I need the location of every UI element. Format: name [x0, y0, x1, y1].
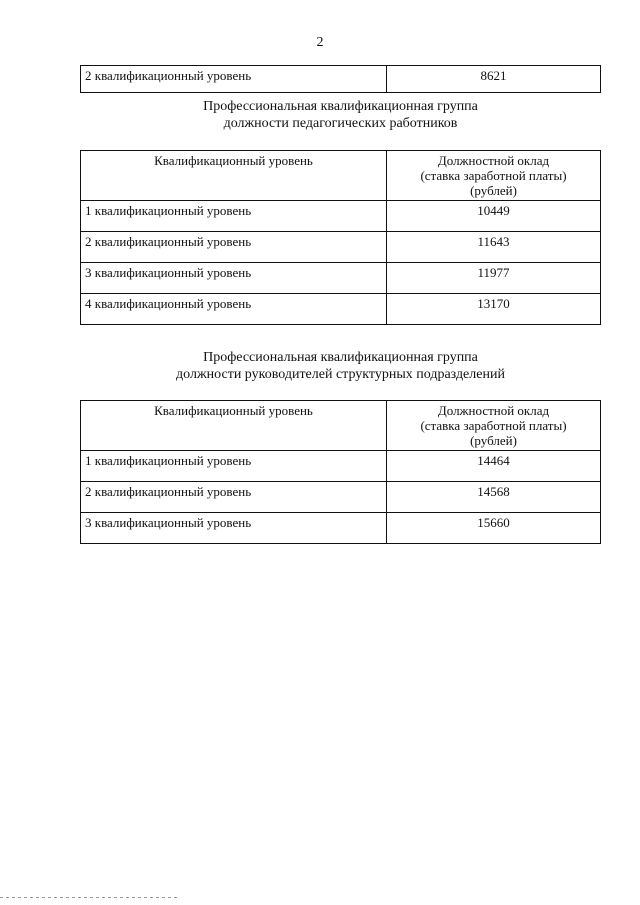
table-row	[81, 451, 601, 482]
salary-cell: 13170	[387, 294, 601, 325]
level-cell: 3 квалификационный уровень	[81, 263, 387, 294]
header-line: (ставка заработной платы)	[420, 168, 567, 183]
header-line: (ставка заработной платы)	[420, 418, 567, 433]
salary-cell: 14568	[387, 482, 601, 513]
column-header-salary	[387, 151, 601, 201]
heading-line: должности педагогических работников	[223, 116, 458, 131]
salary-cell: 10449	[387, 201, 601, 232]
managers-salary-table	[80, 400, 601, 544]
section-heading-pedagogical	[80, 98, 601, 132]
heading-line: Профессиональная квалификационная группа	[203, 99, 478, 114]
level-cell: 2 квалификационный уровень	[81, 66, 387, 93]
table-header-row	[81, 151, 601, 201]
level-cell: 2 квалификационный уровень	[81, 232, 387, 263]
level-cell: 2 квалификационный уровень	[81, 482, 387, 513]
level-cell: 1 квалификационный уровень	[81, 451, 387, 482]
header-line: (рублей)	[470, 433, 517, 448]
heading-line: Профессиональная квалификационная группа	[203, 350, 478, 365]
salary-cell: 14464	[387, 451, 601, 482]
header-line: (рублей)	[470, 183, 517, 198]
scan-artifact-line	[0, 897, 180, 898]
level-cell: 4 квалификационный уровень	[81, 294, 387, 325]
level-cell: 3 квалификационный уровень	[81, 513, 387, 544]
salary-cell: 8621	[387, 66, 601, 93]
table-header-row	[81, 401, 601, 451]
header-line: Должностной оклад	[437, 403, 550, 418]
column-header-salary	[387, 401, 601, 451]
column-header-level: Квалификационный уровень	[81, 151, 387, 201]
pedagogical-salary-table	[80, 150, 601, 325]
continuation-table	[80, 65, 601, 93]
table-row	[81, 66, 601, 93]
page-number: 2	[316, 35, 324, 50]
heading-line: должности руководителей структурных подразделений	[176, 367, 505, 382]
table-row	[81, 294, 601, 325]
table-row	[81, 513, 601, 544]
salary-cell: 11977	[387, 263, 601, 294]
table-row	[81, 201, 601, 232]
table-row	[81, 482, 601, 513]
column-header-level: Квалификационный уровень	[81, 401, 387, 451]
salary-cell: 15660	[387, 513, 601, 544]
salary-cell: 11643	[387, 232, 601, 263]
header-line: Должностной оклад	[437, 153, 550, 168]
table-row	[81, 263, 601, 294]
table-row	[81, 232, 601, 263]
level-cell: 1 квалификационный уровень	[81, 201, 387, 232]
section-heading-managers	[80, 349, 601, 383]
